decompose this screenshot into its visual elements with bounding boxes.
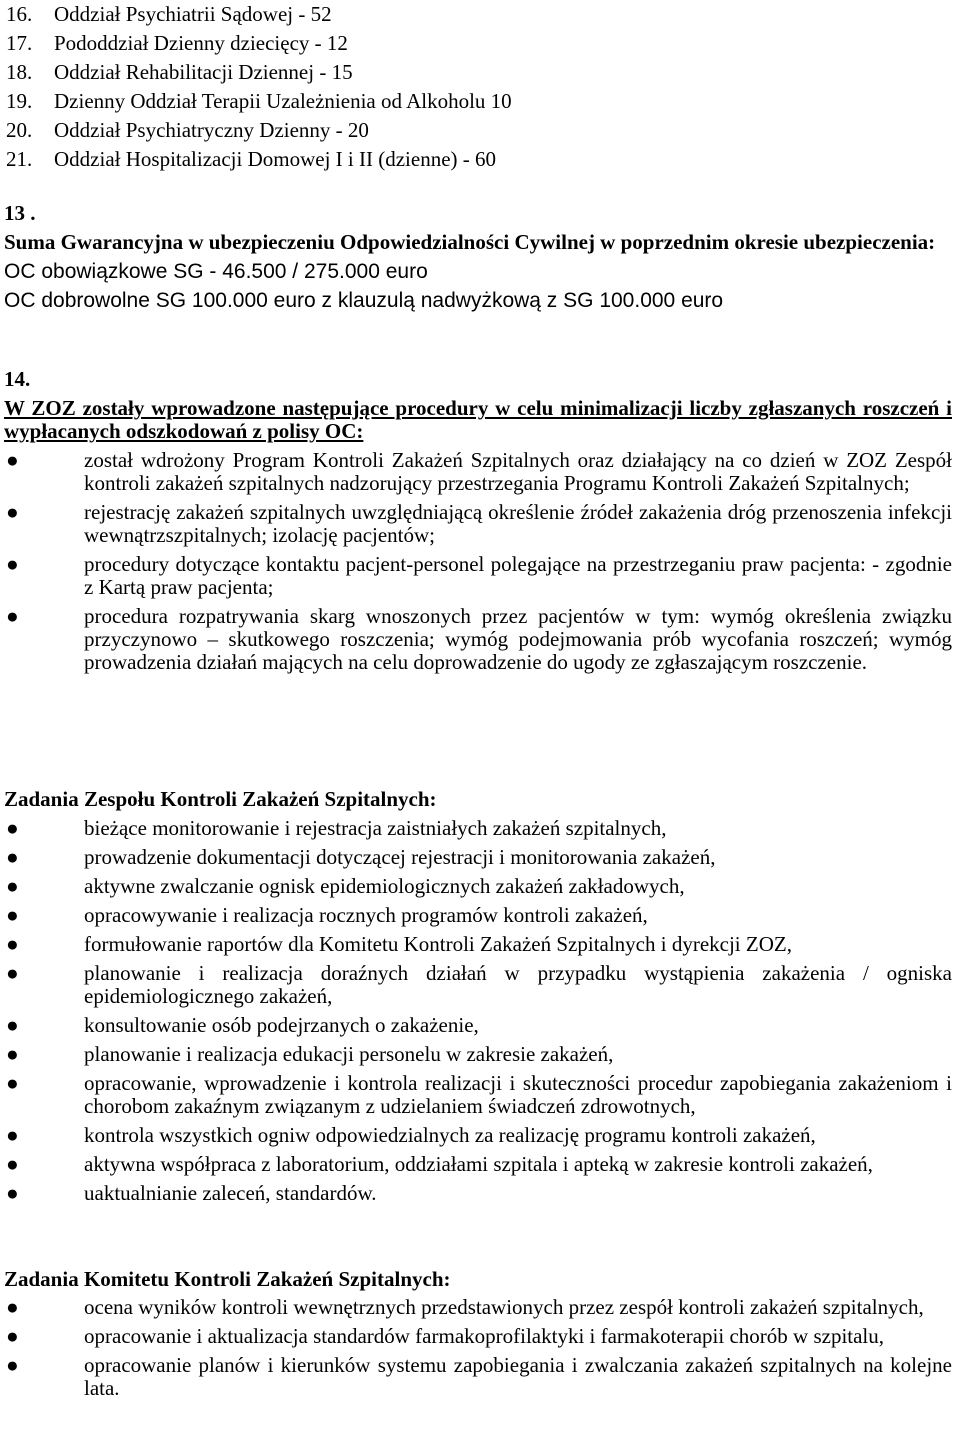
section-number: 14. bbox=[4, 367, 31, 391]
list-item: ● kontrola wszystkich ogniw odpowiedzialnych za realizację programu kontroli zakażeń, bbox=[6, 1123, 816, 1147]
bullet-icon: ● bbox=[6, 1324, 19, 1348]
section-heading: W ZOZ zostały wprowadzone następujące procedury w celu minimalizacji liczby zgłaszanych roszczeń i wypłacanych odszkodowań z polisy OC: bbox=[4, 396, 952, 443]
section-title: Zadania Zespołu Kontroli Zakażeń Szpitalnych: bbox=[4, 787, 437, 811]
list-item: ● aktywne zwalczanie ognisk epidemiologicznych zakażeń zakładowych, bbox=[6, 874, 685, 898]
bullet-icon: ● bbox=[6, 816, 19, 840]
list-item: ● prowadzenie dokumentacji dotyczącej rejestracji i monitorowania zakażeń, bbox=[6, 845, 716, 869]
list-item: ● ocena wyników kontroli wewnętrznych przedstawionych przez zespół kontroli zakażeń szpitalnych, bbox=[6, 1295, 924, 1319]
list-item: 16. Oddział Psychiatrii Sądowej - 52 bbox=[6, 2, 332, 26]
bullet-icon: ● bbox=[6, 1181, 19, 1205]
list-item: ● bieżące monitorowanie i rejestracja zaistniałych zakażeń szpitalnych, bbox=[6, 816, 667, 840]
list-item: 20. Oddział Psychiatryczny Dzienny - 20 bbox=[6, 118, 369, 142]
list-item: 17. Pododdział Dzienny dziecięcy - 12 bbox=[6, 31, 348, 55]
list-item: ● opracowanie planów i kierunków systemu zapobiegania i zwalczania zakażeń szpitalnych na kolejne lata. bbox=[6, 1353, 952, 1400]
bullet-icon: ● bbox=[6, 1042, 19, 1066]
bullet-icon: ● bbox=[6, 1123, 19, 1147]
list-item: ● opracowanie, wprowadzenie i kontrola realizacji i skuteczności procedur zapobiegania zakażeniom i chorobom zakaźnym związanym z udzielaniem świadczeń zdrowotnych, bbox=[6, 1071, 952, 1118]
bullet-icon: ● bbox=[6, 932, 19, 956]
list-item: ● uaktualnianie zaleceń, standardów. bbox=[6, 1181, 377, 1205]
list-item: ● procedura rozpatrywania skarg wnoszonych przez pacjentów w tym: wymóg określenia związku przyczynowo – skutkowego roszczenia; wymóg podejmowania prób wycofania roszczeń; wymóg prowadzenia działań mających na celu doprowadzenie do ugody ze zgłaszającym roszczenie. bbox=[6, 604, 952, 674]
komitet-tasks bbox=[4, 1267, 952, 1400]
list-item: ● planowanie i realizacja edukacji personelu w zakresie zakażeń, bbox=[6, 1042, 614, 1066]
section-title: Zadania Komitetu Kontroli Zakażeń Szpitalnych: bbox=[4, 1267, 451, 1291]
bullet-icon: ● bbox=[6, 845, 19, 869]
insurance-line: OC dobrowolne SG 100.000 euro z klauzulą nadwyżkową z SG 100.000 euro bbox=[4, 289, 724, 312]
list-item: ● konsultowanie osób podejrzanych o zakażenie, bbox=[6, 1013, 479, 1037]
bullet-icon: ● bbox=[6, 961, 19, 985]
list-item: ● formułowanie raportów dla Komitetu Kontroli Zakażeń Szpitalnych i dyrekcji ZOZ, bbox=[6, 932, 792, 956]
section-heading: Suma Gwarancyjna w ubezpieczeniu Odpowiedzialności Cywilnej w poprzednim okresie ubezpieczenia: bbox=[4, 230, 936, 254]
insurance-line: OC obowiązkowe SG - 46.500 / 275.000 euro bbox=[4, 260, 428, 283]
bullet-icon: ● bbox=[6, 500, 19, 524]
bullet-icon: ● bbox=[6, 1071, 19, 1095]
bullet-icon: ● bbox=[6, 874, 19, 898]
bullet-icon: ● bbox=[6, 604, 19, 628]
list-item: ● został wdrożony Program Kontroli Zakażeń Szpitalnych oraz działający na co dzień w ZOZ Zespół kontroli zakażeń szpitalnych nadzorujący przestrzegania Programu Kontroli Zakażeń Szpitalnych; bbox=[6, 448, 952, 495]
bullet-icon: ● bbox=[6, 1295, 19, 1319]
list-item: ● opracowywanie i realizacja rocznych programów kontroli zakażeń, bbox=[6, 903, 648, 927]
bullet-icon: ● bbox=[6, 448, 19, 472]
list-item: 19. Dzienny Oddział Terapii Uzależnienia od Alkoholu 10 bbox=[6, 89, 512, 113]
bullet-icon: ● bbox=[6, 1013, 19, 1037]
list-item: ● planowanie i realizacja doraźnych działań w przypadku wystąpienia zakażenia / ogniska epidemiologicznego zakażeń, bbox=[6, 961, 952, 1008]
bullet-icon: ● bbox=[6, 552, 19, 576]
bullet-icon: ● bbox=[6, 903, 19, 927]
list-item: ● procedury dotyczące kontaktu pacjent-personel polegające na przestrzeganiu praw pacjenta: - zgodnie z Kartą praw pacjenta; bbox=[6, 552, 952, 599]
list-item: 21. Oddział Hospitalizacji Domowej I i II (dzienne) - 60 bbox=[6, 147, 497, 171]
bullet-icon: ● bbox=[6, 1152, 19, 1176]
zespol-tasks bbox=[4, 785, 952, 1205]
ward-list bbox=[6, 0, 512, 174]
section-number: 13 . bbox=[4, 201, 36, 225]
list-item: ● opracowanie i aktualizacja standardów farmakoprofilaktyki i farmakoterapii chorób w szpitalu, bbox=[6, 1324, 885, 1348]
list-item: ● rejestrację zakażeń szpitalnych uwzględniającą określenie źródeł zakażenia dróg przenoszenia infekcji wewnątrzszpitalnych; izolację pacjentów; bbox=[6, 500, 952, 547]
bullet-icon: ● bbox=[6, 1353, 19, 1377]
list-item: 18. Oddział Rehabilitacji Dziennej - 15 bbox=[6, 60, 353, 84]
section-13 bbox=[4, 199, 952, 315]
section-14 bbox=[4, 368, 952, 674]
list-item: ● aktywna współpraca z laboratorium, oddziałami szpitala i apteką w zakresie kontroli zakażeń, bbox=[6, 1152, 873, 1176]
